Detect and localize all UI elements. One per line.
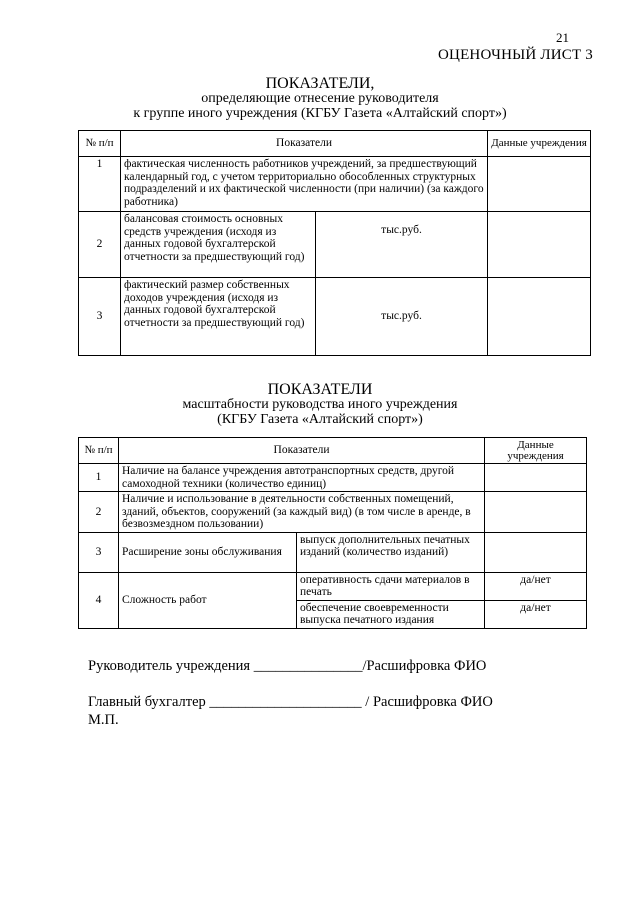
section1-subtitle-line1: определяющие отнесение руководителя	[201, 91, 439, 106]
row-text: фактическая численность работников учреждений, за предшествующий календарный год, с учетом территориально обособленных структурных подразделений и их фактической численности (при наличии) (за каждого работника)	[121, 157, 488, 212]
table-row	[79, 278, 591, 356]
row-unit: тыс.руб.	[316, 278, 488, 356]
accountant-signature-line	[88, 694, 493, 711]
row-num: 3	[79, 278, 121, 356]
head-signature-line	[88, 658, 486, 675]
section2-heading	[0, 382, 640, 427]
table-row	[79, 572, 587, 600]
accountant-decode: / Расшифровка ФИО	[365, 694, 493, 710]
section1-heading	[0, 76, 640, 121]
head-decode: /Расшифровка ФИО	[362, 658, 487, 674]
table-header-row	[79, 131, 591, 157]
head-label: Руководитель учреждения	[88, 658, 251, 674]
accountant-blank: _____________________	[209, 694, 362, 710]
table-header-row	[79, 438, 587, 464]
row-text: фактический размер собственных доходов учреждения (исходя из данных годовой бухгалтерской отчетности за предшествующий год)	[121, 278, 316, 356]
row-text: балансовая стоимость основных средств учреждения (исходя из данных годовой бухгалтерской отчетности за предшествующий год)	[121, 212, 316, 278]
header-num: № п/п	[79, 438, 119, 464]
table-row	[79, 532, 587, 572]
row-num: 4	[79, 572, 119, 628]
row-data-cell	[488, 157, 591, 212]
row-num: 2	[79, 212, 121, 278]
section1-table	[78, 130, 591, 356]
section2-table	[78, 437, 587, 629]
section2-subtitle-line2: (КГБУ Газета «Алтайский спорт»)	[217, 412, 423, 427]
row-value: да/нет	[485, 600, 587, 628]
sheet-title: ОЦЕНОЧНЫЙ ЛИСТ 3	[438, 47, 593, 63]
row-num: 3	[79, 532, 119, 572]
header-data: Данные учреждения	[485, 438, 587, 464]
row-data-cell	[485, 464, 587, 492]
row-data-cell	[488, 278, 591, 356]
row-data-cell	[485, 492, 587, 533]
row-num: 1	[79, 464, 119, 492]
section2-title: ПОКАЗАТЕЛИ	[267, 381, 373, 398]
row-value: да/нет	[485, 572, 587, 600]
head-blank: _______________	[253, 658, 363, 674]
row-unit: тыс.руб.	[316, 212, 488, 278]
section1-subtitle-line2: к группе иного учреждения (КГБУ Газета «Алтайский спорт»)	[133, 106, 507, 121]
table-row	[79, 464, 587, 492]
stamp-label: М.П.	[88, 712, 119, 728]
header-indicators: Показатели	[121, 131, 488, 157]
row-data-cell	[485, 532, 587, 572]
row-num: 2	[79, 492, 119, 533]
row-text: Наличие на балансе учреждения автотранспортных средств, другой самоходной техники (количество единиц)	[119, 464, 485, 492]
row-data-cell	[488, 212, 591, 278]
row-subtext: обеспечение своевременности выпуска печатного издания	[297, 600, 485, 628]
row-label: Расширение зоны обслуживания	[119, 532, 297, 572]
table-row	[79, 492, 587, 533]
header-indicators: Показатели	[119, 438, 485, 464]
row-text: Наличие и использование в деятельности собственных помещений, зданий, объектов, сооружений (за каждый вид) (в том числе в аренде, в безвозмездном пользовании)	[119, 492, 485, 533]
page-number: 21	[556, 30, 569, 45]
row-label: Сложность работ	[119, 572, 297, 628]
header-data: Данные учреждения	[488, 131, 591, 157]
row-subtext: оперативность сдачи материалов в печать	[297, 572, 485, 600]
table-row	[79, 157, 591, 212]
accountant-label: Главный бухгалтер	[88, 694, 206, 710]
table-row	[79, 212, 591, 278]
header-num: № п/п	[79, 131, 121, 157]
section2-subtitle-line1: масштабности руководства иного учреждения	[182, 397, 458, 412]
row-num: 1	[79, 157, 121, 212]
row-subtext: выпуск дополнительных печатных изданий (количество изданий)	[297, 532, 485, 572]
section1-title: ПОКАЗАТЕЛИ,	[265, 75, 375, 92]
